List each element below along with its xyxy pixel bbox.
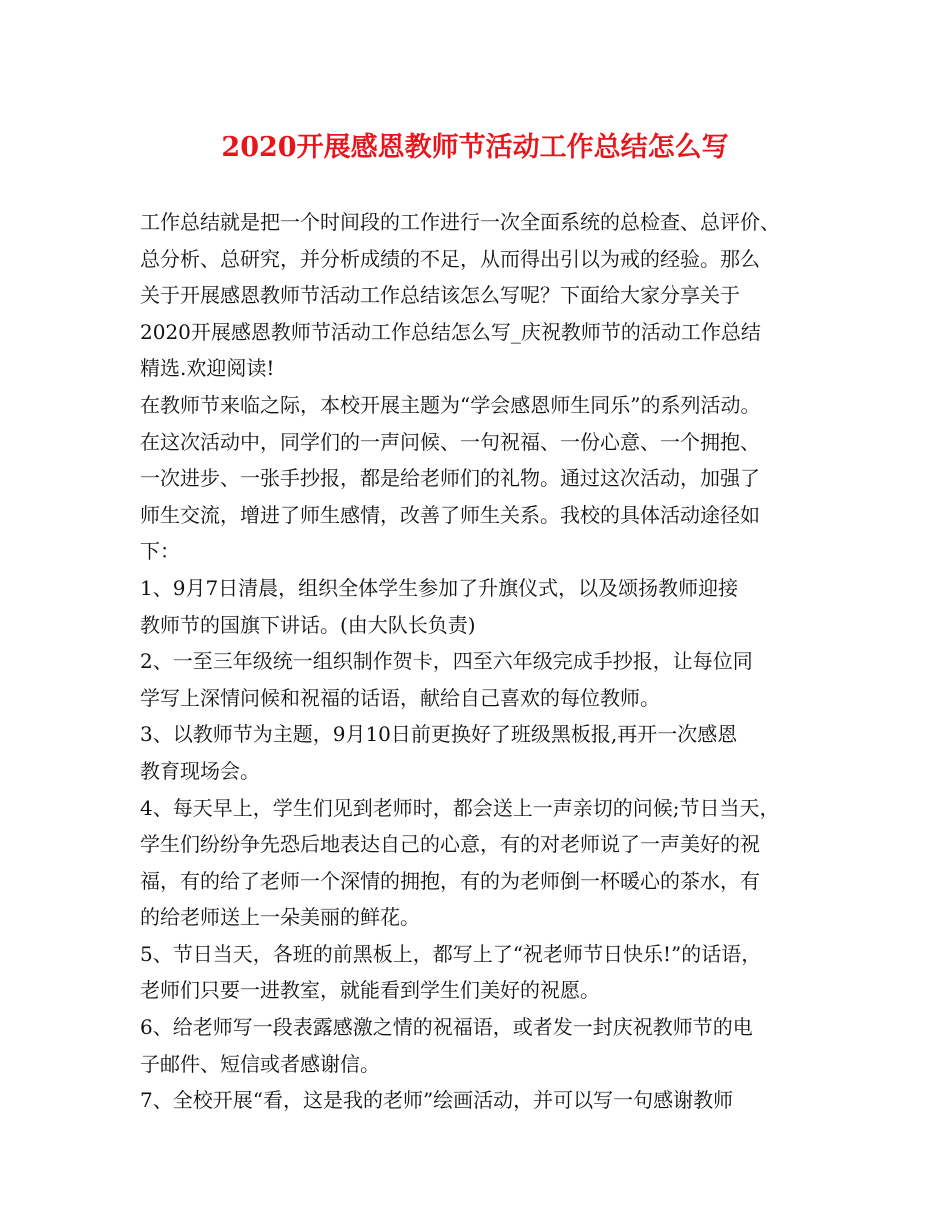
text-line: 福，有的给了老师一个深情的拥抱，有的为老师倒一杯暖心的茶水，有	[140, 868, 760, 893]
text-line: 在教师节来临之际，本校开展主题为“学会感恩师生同乐”的系列活动。	[140, 392, 761, 417]
text-line: 在这次活动中，同学们的一声问候、一句祝福、一份心意、一个拥抱、	[140, 429, 760, 454]
text-line: 教师节的国旗下讲话。(由大队长负责)	[140, 612, 476, 637]
text-line: 教育现场会。	[140, 758, 260, 783]
text-line: 7、全校开展“看，这是我的老师”绘画活动，并可以写一句感谢教师	[140, 1088, 734, 1113]
text-line: 6、给老师写一段表露感激之情的祝福语，或者发一封庆祝教师节的电	[140, 1015, 753, 1040]
text-line: 4、每天早上，学生们见到老师时，都会送上一声亲切的问候;节日当天，	[140, 795, 780, 820]
document-title: 2020开展感恩教师节活动工作总结怎么写	[221, 132, 729, 163]
text-line: 师生交流，增进了师生感情，改善了师生关系。我校的具体活动途径如	[140, 502, 760, 527]
text-line: 下：	[140, 539, 180, 564]
document-body	[140, 204, 830, 1119]
text-line: 3、以教师节为主题，9月10日前更换好了班级黑板报,再开一次感恩	[140, 722, 738, 747]
text-line: 5、节日当天，各班的前黑板上，都写上了“祝老师节日快乐!”的话语，	[140, 941, 762, 966]
text-line: 子邮件、短信或者感谢信。	[140, 1051, 380, 1076]
text-line: 关于开展感恩教师节活动工作总结该怎么写呢？下面给大家分享关于	[140, 283, 740, 308]
text-line: 2020开展感恩教师节活动工作总结怎么写_庆祝教师节的活动工作总结	[140, 319, 761, 344]
text-line: 的给老师送上一朵美丽的鲜花。	[140, 905, 420, 930]
text-line: 精选.欢迎阅读!	[140, 356, 275, 381]
text-line: 学写上深情问候和祝福的话语，献给自己喜欢的每位教师。	[140, 685, 660, 710]
text-line: 老师们只要一进教室，就能看到学生们美好的祝愿。	[140, 978, 600, 1003]
text-line: 2、一至三年级统一组织制作贺卡，四至六年级完成手抄报，让每位同	[140, 649, 753, 674]
text-line: 工作总结就是把一个时间段的工作进行一次全面系统的总检查、总评价、	[140, 210, 780, 234]
text-line: 总分析、总研究，并分析成绩的不足，从而得出引以为戒的经验。那么	[140, 246, 760, 271]
text-line: 一次进步、一张手抄报，都是给老师们的礼物。通过这次活动，加强了	[140, 466, 760, 491]
text-line: 1、9月7日清晨，组织全体学生参加了升旗仪式，以及颂扬教师迎接	[140, 575, 739, 600]
text-line: 学生们纷纷争先恐后地表达自己的心意，有的对老师说了一声美好的祝	[140, 832, 760, 857]
